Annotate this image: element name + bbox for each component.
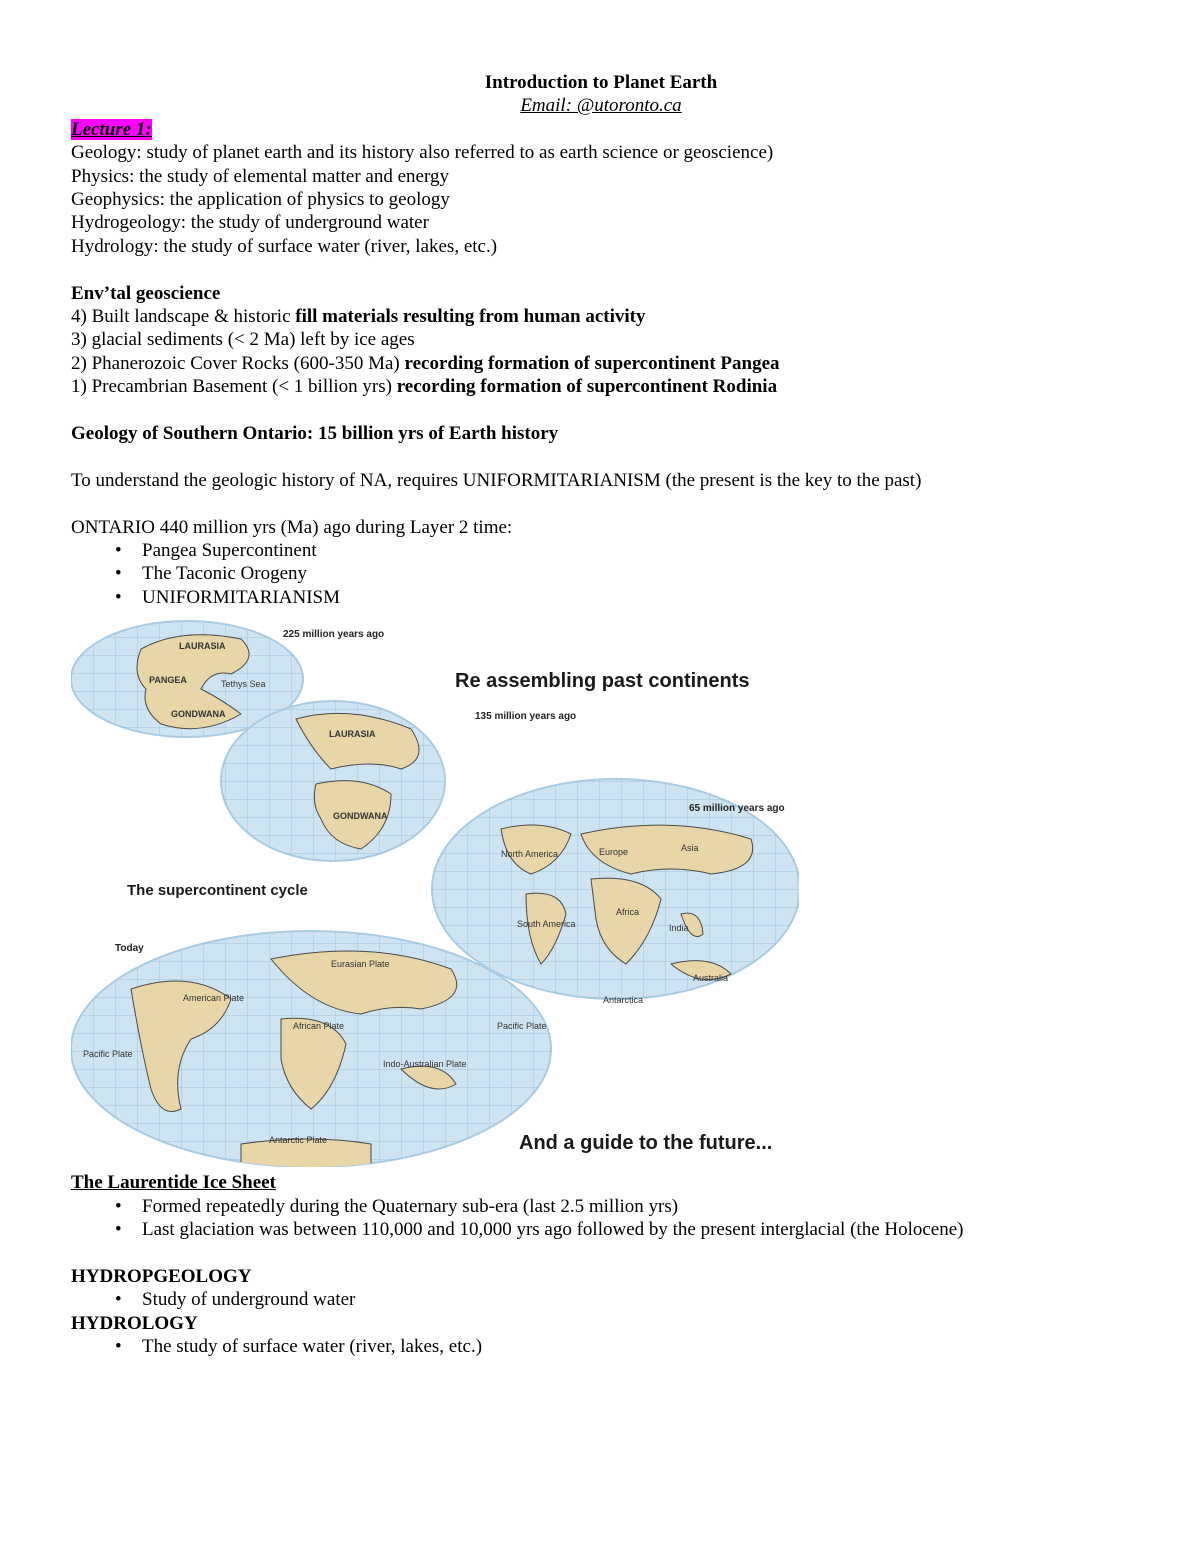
email-line[interactable]: Email: @utoronto.ca [520, 95, 682, 117]
label-65-ma: 65 million years ago [689, 803, 785, 815]
laurentide-heading: The Laurentide Ice Sheet [71, 1172, 276, 1194]
globe4-label: Pacific Plate [83, 1049, 133, 1060]
globe4-label: Indo-Australian Plate [383, 1059, 467, 1070]
hydrogeology-heading: HYDROPGEOLOGY [71, 1265, 252, 1287]
globe4-label: American Plate [183, 993, 245, 1004]
lecture-label: Lecture 1: [71, 118, 152, 140]
envtal-heading: Env’tal geoscience [71, 282, 221, 304]
ontario-intro: ONTARIO 440 million yrs (Ma) ago during Layer 2 time: [71, 516, 513, 538]
globe1-label: LAURASIA [179, 641, 226, 652]
uniformitarianism-line: To understand the geologic history of NA, requires UNIFORMITARIANISM (the present is the key to the past) [71, 469, 922, 491]
hydrology-heading: HYDROLOGY [71, 1312, 198, 1334]
globe1-label: PANGEA [149, 675, 187, 686]
hydrology-bullets [71, 1335, 1131, 1358]
globe3-label: North America [501, 849, 559, 860]
list-item: • UNIFORMITARIANISM [71, 586, 1131, 609]
globe3-label: South America [517, 919, 576, 930]
globe3-label: Africa [616, 907, 640, 918]
globe4-label: African Plate [293, 1021, 345, 1032]
label-today: Today [115, 943, 144, 955]
list-item: • The study of surface water (river, lakes, etc.) [71, 1335, 1131, 1358]
figure-title-bottom: And a guide to the future... [519, 1132, 773, 1155]
globe3-label: Antarctica [603, 995, 644, 1006]
globe2-label: LAURASIA [329, 729, 376, 740]
envtal-item: 3) glacial sediments (< 2 Ma) left by ice ages [71, 329, 415, 351]
globe1-label: GONDWANA [171, 709, 226, 720]
definition-line: Geophysics: the application of physics to geology [71, 189, 450, 211]
list-item: • Study of underground water [71, 1288, 1131, 1311]
globe4-label: Eurasian Plate [331, 959, 390, 970]
supercontinent-illustration [71, 619, 799, 1167]
globe4-label: Pacific Plate [497, 1021, 547, 1032]
definition-line: Physics: the study of elemental matter and energy [71, 165, 449, 187]
globe1-label: Tethys Sea [221, 679, 266, 690]
supercontinent-figure [71, 619, 799, 1167]
list-item: • Pangea Supercontinent [71, 539, 1131, 562]
definition-line: Hydrology: the study of surface water (river, lakes, etc.) [71, 235, 498, 257]
list-item: • Last glaciation was between 110,000 and 10,000 yrs ago followed by the present interglacial (the Holocene) [71, 1218, 1131, 1241]
definition-line: Hydrogeology: the study of underground water [71, 212, 429, 234]
label-135-ma: 135 million years ago [475, 711, 577, 723]
list-item: • Formed repeatedly during the Quaternary sub-era (last 2.5 million yrs) [71, 1195, 1131, 1218]
southern-ontario-heading: Geology of Southern Ontario: 15 billion yrs of Earth history [71, 423, 559, 445]
globe3-label: Australia [693, 973, 729, 984]
document-title: Introduction to Planet Earth [484, 72, 718, 93]
envtal-item: 1) Precambrian Basement (< 1 billion yrs) recording formation of supercontinent Rodinia [71, 376, 778, 398]
laurentide-bullets [71, 1195, 1131, 1242]
list-item: • The Taconic Orogeny [71, 562, 1131, 585]
ontario-bullets [71, 539, 1131, 609]
figure-title-mid: The supercontinent cycle [127, 882, 308, 900]
globe3-label: Europe [599, 847, 629, 858]
envtal-item: 2) Phanerozoic Cover Rocks (600-350 Ma) recording formation of supercontinent Pangea [71, 352, 780, 374]
envtal-item: 4) Built landscape & historic fill materials resulting from human activity [71, 306, 646, 328]
hydrogeology-bullets [71, 1288, 1131, 1311]
globe4-label: Antarctic Plate [269, 1135, 328, 1146]
label-225-ma: 225 million years ago [283, 629, 385, 641]
figure-title-top: Re assembling past continents [455, 670, 750, 693]
document-page [71, 71, 1131, 1359]
definition-line: Geology: study of planet earth and its history also referred to as earth science or geoscience) [71, 142, 774, 164]
globe3-label: Asia [681, 843, 699, 854]
globe3-label: India [669, 923, 689, 934]
globe2-label: GONDWANA [333, 811, 388, 822]
